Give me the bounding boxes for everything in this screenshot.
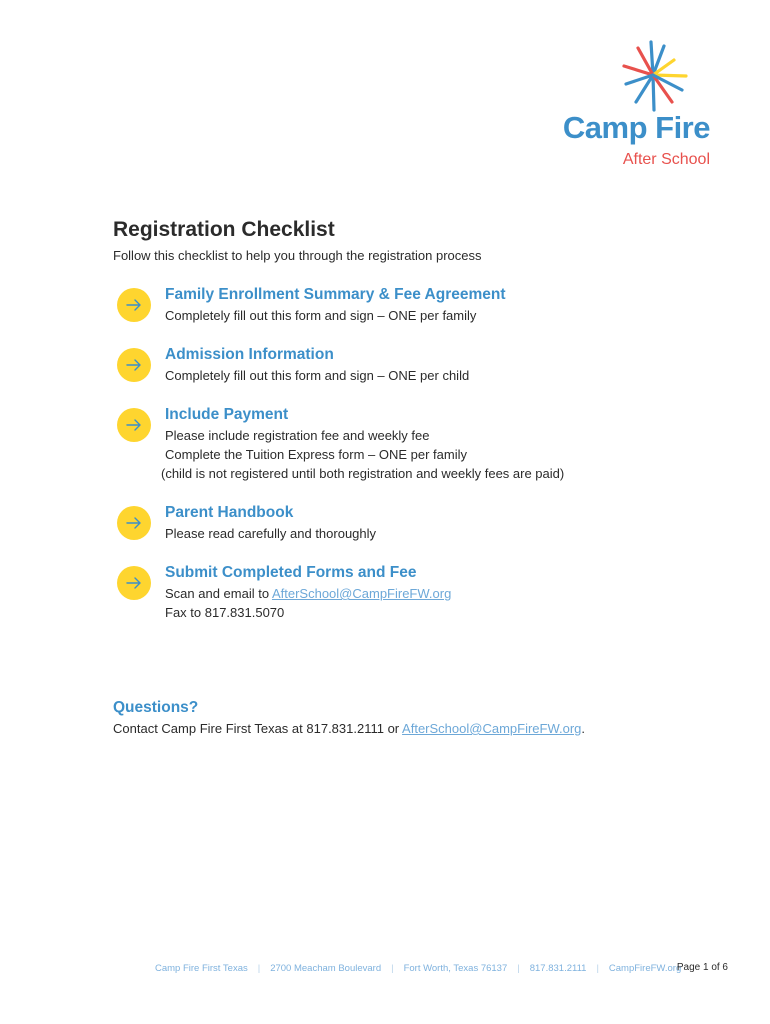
arrow-right-icon <box>117 288 151 322</box>
page-footer <box>155 963 691 974</box>
checklist-item-text: Completely fill out this form and sign – ONE per child <box>165 368 470 383</box>
questions-contact-text <box>113 721 585 736</box>
footer-address: 2700 Meacham Boulevard <box>270 963 382 974</box>
checklist-item-text: Please include registration fee and weekly fee <box>165 428 430 443</box>
questions-email-link[interactable]: AfterSchool@CampFireFW.org <box>402 721 582 736</box>
page-number: Page 1 of 6 <box>676 962 728 973</box>
footer-city: Fort Worth, Texas 76137 <box>403 963 508 974</box>
fax-text: Fax to 817.831.5070 <box>165 605 285 620</box>
questions-heading: Questions? <box>113 699 199 716</box>
contact-suffix-text: . <box>581 721 586 736</box>
arrow-right-icon <box>117 348 151 382</box>
footer-divider: | <box>596 963 599 974</box>
checklist-item-heading: Admission Information <box>165 346 334 363</box>
footer-divider: | <box>517 963 520 974</box>
checklist-item-heading: Submit Completed Forms and Fee <box>165 564 417 581</box>
page-subtitle: Follow this checklist to help you through the registration process <box>113 248 482 263</box>
page-title: Registration Checklist <box>113 218 335 241</box>
logo-subtitle-text: After School <box>622 151 710 168</box>
footer-phone: 817.831.2111 <box>529 963 587 974</box>
email-link[interactable]: AfterSchool@CampFireFW.org <box>271 586 452 601</box>
arrow-right-icon <box>117 506 151 540</box>
checklist-item-text: Please read carefully and thoroughly <box>165 526 377 541</box>
footer-website[interactable]: CampFireFW.org <box>608 963 682 974</box>
arrow-right-icon <box>117 408 151 442</box>
footer-divider: | <box>391 963 394 974</box>
checklist-item-heading: Include Payment <box>165 406 289 423</box>
logo-brand-text: Camp Fire <box>562 110 710 145</box>
camp-fire-burst-icon <box>618 38 688 112</box>
footer-org: Camp Fire First Texas <box>155 963 248 974</box>
footer-divider: | <box>257 963 261 974</box>
checklist-item-text: Completely fill out this form and sign – ONE per family <box>165 308 477 323</box>
checklist-item-heading: Family Enrollment Summary & Fee Agreement <box>165 286 506 303</box>
checklist-item-heading: Parent Handbook <box>165 504 294 521</box>
scan-email-text: Scan and email to <box>165 586 272 601</box>
checklist-item-text: Complete the Tuition Express form – ONE per family <box>165 447 468 462</box>
camp-fire-logo <box>540 38 710 178</box>
arrow-right-icon <box>117 566 151 600</box>
contact-prefix-text: Contact Camp Fire First Texas at 817.831.2111 or <box>113 721 403 736</box>
checklist-item-note: (child is not registered until both registration and weekly fees are paid) <box>161 466 565 481</box>
checklist-item-text <box>165 586 451 601</box>
